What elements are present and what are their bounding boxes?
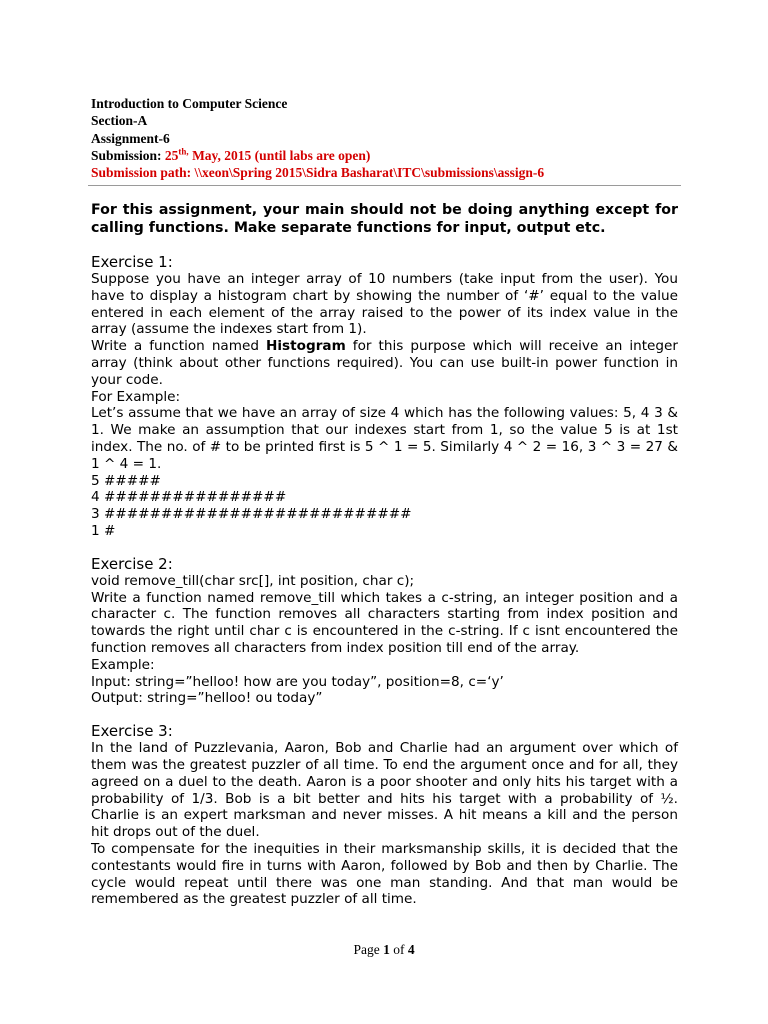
exercise-1-description: Suppose you have an integer array of 10 numbers (take input from the user). You have to display a histogram chart by showing the number of ‘#’ equal to the value entered in each element of the array raised to the power of its index value in the array (assume the indexes start from 1). <box>91 271 678 338</box>
function-signature: void remove_till(char src[], int position, char c); <box>91 572 415 589</box>
page-total: 4 <box>407 942 415 957</box>
task-text-post: for this purpose which will receive an integer array (think about other functions required). You can use built-in power function in your code. <box>91 338 678 388</box>
intro-instructions: For this assignment, your main should not be doing anything except for calling functions. Make separate functions for input, output etc. <box>91 202 678 236</box>
assignment-label: Assignment-6 <box>91 130 170 146</box>
submission-label: Submission: <box>91 147 165 163</box>
exercise-1-title: Exercise 1: <box>91 253 173 271</box>
exercise-2-title: Exercise 2: <box>91 554 173 573</box>
histogram-function-name: Histogram <box>266 338 346 355</box>
page-footer <box>0 942 768 958</box>
histogram-line: 1 # <box>91 522 116 539</box>
exercise-2-description: Write a function named remove_till which takes a c-string, an integer position and a character c. The function removes all characters starting from index position and towards the right until char c is encountered in the c-string. If c isnt encountered the function removes all characters from index position till end of the array. <box>91 589 678 656</box>
submission-day: 25 <box>164 147 179 163</box>
exercise-1-example: Let’s assume that we have an array of size 4 which has the following values: 5, 4 3 & 1. We make an assumption that our indexes start from 1, so the value 5 is at 1st index. The no. of # to be printed first is 5 ^ 1 = 5. Similarly 4 ^ 2 = 16, 3 ^ 3 = 27 & 1 ^ 4 = 1. <box>91 405 678 472</box>
document-header <box>91 95 681 181</box>
document-body <box>91 201 678 908</box>
submission-path: Submission path: \\xeon\Spring 2015\Sidra Basharat\ITC\submissions\assign-6 <box>91 165 545 181</box>
task-text-pre: Write a function named <box>91 338 267 355</box>
histogram-line: 3 ########################### <box>91 506 412 523</box>
submission-date-rest: May, 2015 (until labs are open) <box>188 147 371 163</box>
histogram-line: 5 ##### <box>91 472 161 489</box>
submission-date <box>91 147 681 164</box>
of-label: of <box>389 942 408 957</box>
example-output: Output: string=”helloo! ou today” <box>91 690 323 707</box>
header-divider <box>88 185 681 186</box>
example-input: Input: string=”helloo! how are you today”, position=8, c=‘y’ <box>91 673 504 690</box>
exercise-3-rules: To compensate for the inequities in their marksmanship skills, it is decided that the contestants would fire in turns with Aaron, followed by Bob and then by Charlie. The cycle would repeat until there was one man standing. And that man would be remembered as the greatest puzzler of all time. <box>91 840 678 908</box>
page-label: Page <box>353 942 384 957</box>
exercise-1-task <box>91 338 678 388</box>
example-label: Example: <box>91 656 155 673</box>
submission-day-suffix: th, <box>178 146 189 157</box>
course-title: Introduction to Computer Science <box>91 96 288 111</box>
exercise-3-story: In the land of Puzzlevania, Aaron, Bob and Charlie had an argument over which of them was the greatest puzzler of all time. To end the argument once and for all, they agreed on a duel to the death. Aaron is a poor shooter and only hits his target with a probability of 1/3. Bob is a bit better and hits his target with a probability of ½. Charlie is an expert marksman and never misses. A hit means a kill and the person hit drops out of the duel. <box>91 740 678 841</box>
example-label: For Example: <box>91 388 181 405</box>
page-number: 1 <box>383 942 390 957</box>
exercise-3-title: Exercise 3: <box>91 722 173 741</box>
section-label: Section-A <box>91 113 148 129</box>
histogram-line: 4 ################ <box>91 489 287 506</box>
